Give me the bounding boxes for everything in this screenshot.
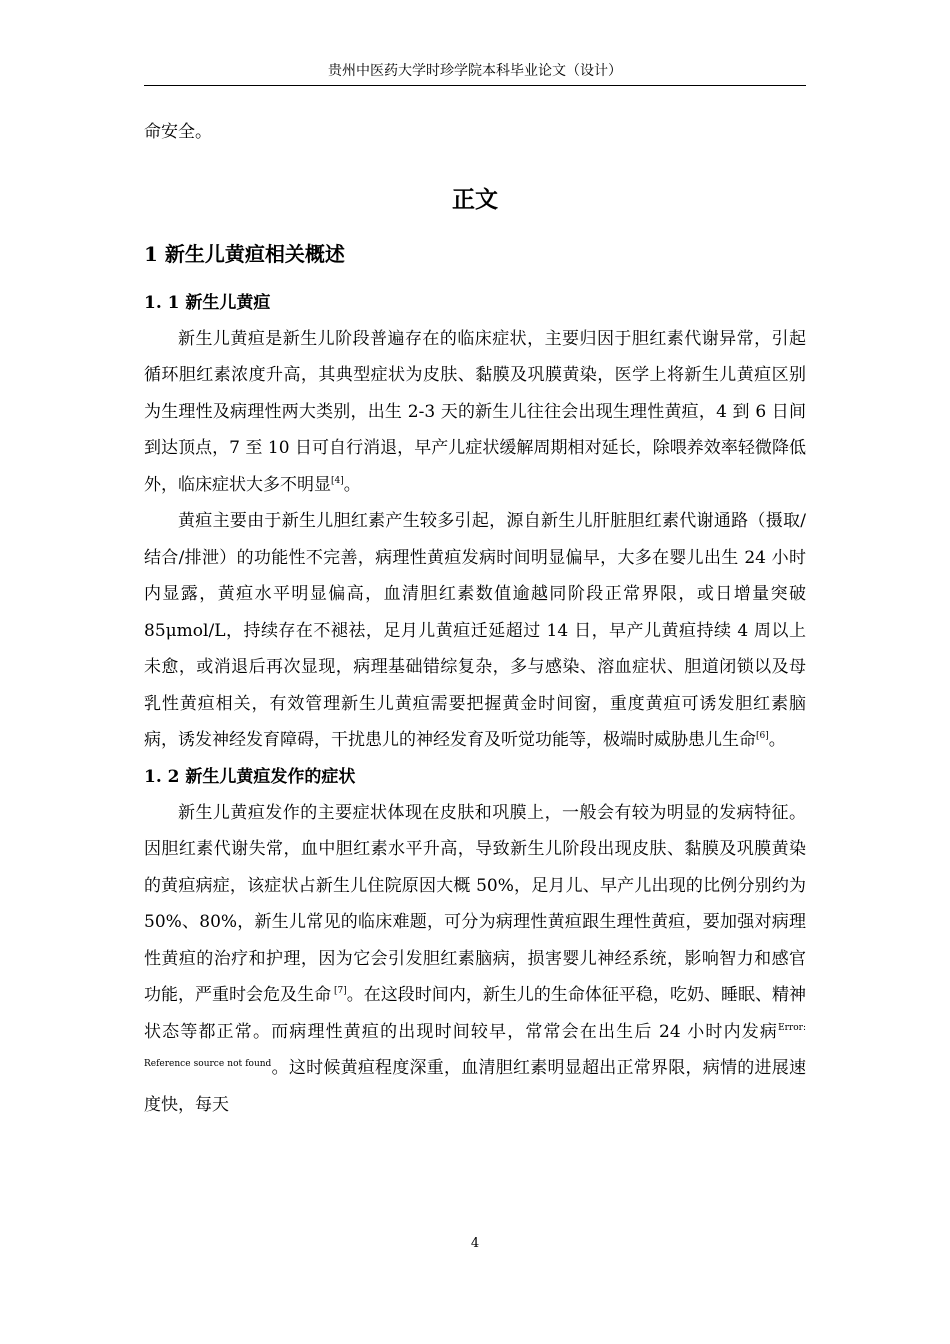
paragraph-text: 新生儿黄疸发作的主要症状体现在皮肤和巩膜上，一般会有较为明显的发病特征。因胆红素代谢失常，血中胆红素水平升高，导致新生儿阶段出现皮肤、黏膜及巩膜黄染的黄疸病症，该症状占新生儿住院原因大概 50%，足月儿、早产儿出现的比例分别约为 50%、80%，新生儿常见的临床难题，可分为病理性黄疸跟生理性黄疸，要加强对病理性黄疸的治疗和护理，因为它会引发胆红素脑病，损害婴儿神经系统，影响智力和感官功能，严重时会危及生命 [144,802,806,1005]
paragraph-text: 新生儿黄疸是新生儿阶段普遍存在的临床症状，主要归因于胆红素代谢异常，引起循环胆红素浓度升高，其典型症状为皮肤、黏膜及巩膜黄染，医学上将新生儿黄疸区别为生理性及病理性两大类别，出生 2-3 天的新生儿往往会出现生理性黄疸，4 到 6 日间到达顶点，7 至 10 日可自行消退，早产儿症状缓解周期相对延长，除喂养效率轻微降低外，临床症状大多不明显 [144,328,806,495]
paragraph-1-2-a [144,795,806,1124]
paragraph-1-1-b [144,503,806,759]
subsection-heading-1-2: 1. 2 新生儿黄疸发作的症状 [144,766,356,787]
paragraph-text: 。在这段时间内，新生儿的生命体征平稳，吃奶、睡眠、精神状态等都正常。而病理性黄疸的出现时间较早，常常会在出生后 24 小时内发病 [144,985,807,1042]
paragraph-end: 。 [343,474,361,495]
page-body [144,114,806,1123]
section-heading: 1 新生儿黄疸相关概述 [144,241,345,266]
subsection-heading-1-1: 1. 1 新生儿黄疸 [144,292,271,313]
page-header: 贵州中医药大学时珍学院本科毕业论文（设计） [144,56,806,86]
citation: [7] [331,986,347,996]
page-number: 4 [470,1236,480,1251]
paragraph-text: 。这时候黄疸程度深重，血清胆红素明显超出正常界限，病情的进展速度快，每天 [144,1058,807,1115]
citation: [4] [331,475,344,486]
paragraph-end: 。 [768,730,786,750]
citation-error: Error: Reference source not found [144,1022,806,1069]
citation: [6] [756,731,769,741]
intro-line: 命安全。 [144,122,212,142]
paragraph-text: 黄疸主要由于新生儿胆红素产生较多引起，源自新生儿肝脏胆红素代谢通路（摄取/结合/排泄）的功能性不完善，病理性黄疸发病时间明显偏早，大多在婴儿出生 24 小时内显露，黄疸水平明显偏高，血清胆红素数值逾越同阶段正常界限，或日增量突破 85μmol/L，持续存在不褪祛，足月儿黄疸迁延超过 14 日，早产儿黄疸持续 4 周以上未愈，或消退后再次显现，病理基础错综复杂，多与感染、溶血症状、胆道闭锁以及母乳性黄疸相关，有效管理新生儿黄疸需要把握黄金时间窗，重度黄疸可诱发胆红素脑病，诱发神经发育障碍，干扰患儿的神经发育及听觉功能等，极端时威胁患儿生命 [144,511,806,750]
paragraph-1-1-a [144,321,806,504]
page-title: 正文 [452,185,498,213]
